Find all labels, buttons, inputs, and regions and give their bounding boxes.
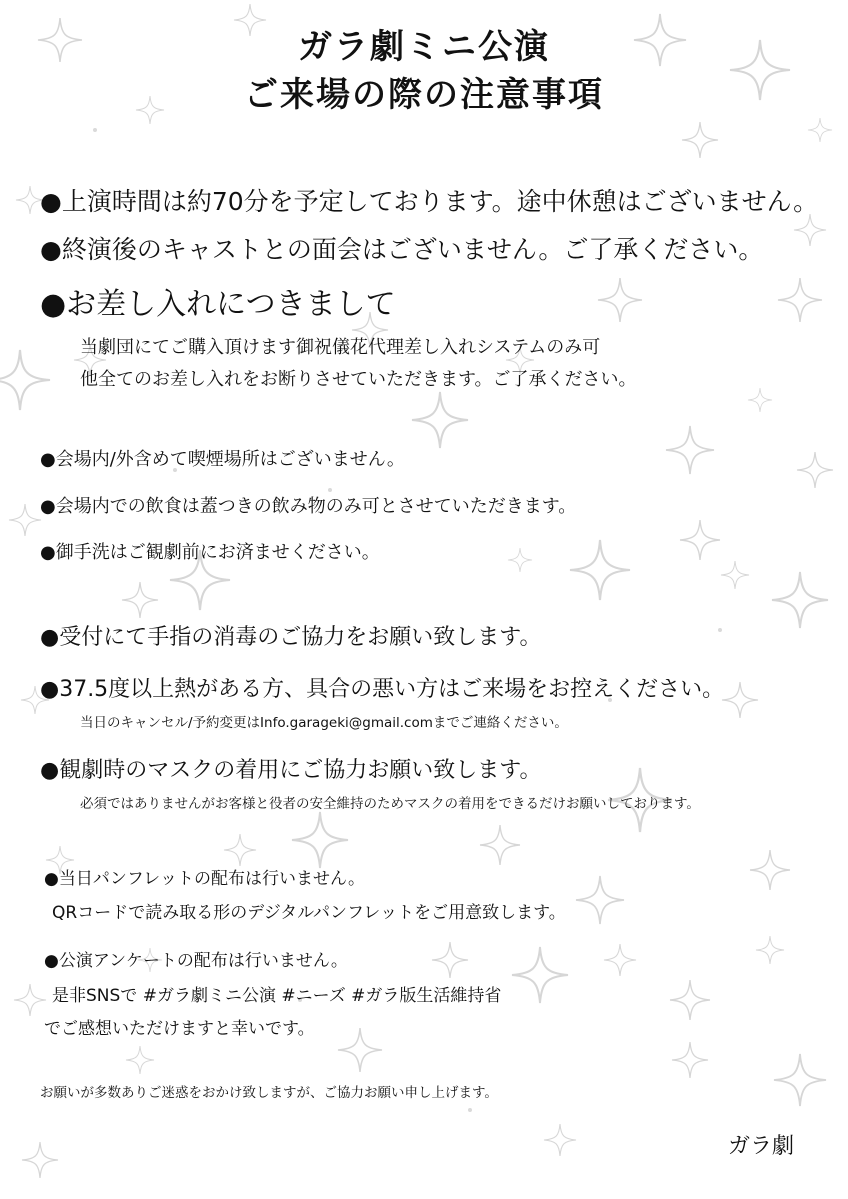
sparkle-dot-icon [468,1108,472,1112]
notice-survey-line1: 是非SNSで #ガラ劇ミニ公演 #ニーズ #ガラ版生活維持省 [52,986,502,1006]
notice-gifts-line1: 当劇団にてご購入頂けます御祝儀花代理差し入れシステムのみ可 [80,337,601,358]
sparkle-star-icon [576,876,624,924]
sparkle-star-icon [756,936,784,964]
sparkle-star-icon [126,1046,154,1074]
sparkle-star-icon [672,1042,708,1078]
notice-disinfection: ●受付にて手指の消毒のご協力をお願い致します。 [40,625,542,650]
sparkle-star-icon [598,278,642,322]
sparkle-star-icon [338,1028,382,1072]
sparkle-star-icon [750,850,790,890]
notice-restroom: ●御手洗はご観劇前にお済ませください。 [40,542,380,563]
signature: ガラ劇 [728,1134,795,1159]
notice-gifts-heading: ●お差し入れにつきまして [40,287,396,322]
sparkle-star-icon [778,278,822,322]
sparkle-star-icon [774,1054,826,1106]
sparkle-star-icon [570,540,630,600]
sparkle-star-icon [544,1124,576,1156]
notice-food-drink: ●会場内での飲食は蓋つきの飲み物のみ可とさせていただきます。 [40,496,577,517]
sparkle-star-icon [508,548,532,572]
notice-fever-note: 当日のキャンセル/予約変更はInfo.garageki@gmail.comまでご連絡ください。 [80,715,568,731]
sparkle-star-icon [0,350,50,410]
sparkle-star-icon [797,452,833,488]
sparkle-star-icon [722,682,758,718]
sparkle-star-icon [480,825,520,865]
sparkle-dot-icon [718,628,722,632]
notice-mask-note: 必須ではありませんがお客様と役者の安全維持のためマスクの着用をできるだけお願いしております。 [80,796,700,812]
notice-pamphlet: ●当日パンフレットの配布は行いません。 [44,869,366,889]
notice-mask: ●観劇時のマスクの着用にご協力お願い致します。 [40,758,542,783]
sparkle-dot-icon [328,488,332,492]
sparkle-star-icon [412,392,468,448]
notice-gifts-line2: 他全てのお差し入れをお断りさせていただきます。ご了承ください。 [80,369,637,390]
sparkle-star-icon [721,561,749,589]
sparkle-star-icon [794,214,826,246]
notice-pamphlet-line1: QRコードで読み取る形のデジタルパンフレットをご用意致します。 [52,903,566,923]
sparkle-star-icon [22,1142,58,1178]
closing-message: お願いが多数ありご迷惑をおかけ致しますが、ご協力お願い申し上げます。 [40,1085,498,1101]
notice-no-smoking: ●会場内/外含めて喫煙場所はございません。 [40,449,405,470]
notice-no-meeting: ●終演後のキャストとの面会はございません。ご了承ください。 [40,235,764,264]
sparkle-star-icon [670,980,710,1020]
sparkle-star-icon [14,984,46,1016]
notice-survey-line2: でご感想いただけますと幸いです。 [44,1019,315,1039]
sparkle-star-icon [9,504,41,536]
notice-survey: ●公演アンケートの配布は行いません。 [44,951,348,971]
sparkle-star-icon [682,122,718,158]
sparkle-star-icon [122,582,158,618]
notice-fever: ●37.5度以上熱がある方、具合の悪い方はご来場をお控えください。 [40,677,725,702]
sparkle-star-icon [432,942,468,978]
sparkle-star-icon [772,572,828,628]
page-title: ガラ劇ミニ公演 [298,27,550,67]
sparkle-star-icon [680,520,720,560]
sparkle-star-icon [292,812,348,868]
sparkle-star-icon [224,834,256,866]
page-subtitle: ご来場の際の注意事項 [244,75,604,115]
sparkle-star-icon [512,947,568,1003]
sparkle-star-icon [604,944,636,976]
notice-performance-time: ●上演時間は約70分を予定しております。途中休憩はございません。 [40,187,819,216]
sparkle-star-icon [808,118,832,142]
sparkle-dot-icon [93,128,97,132]
sparkle-star-icon [748,388,772,412]
sparkle-star-icon [666,426,714,474]
